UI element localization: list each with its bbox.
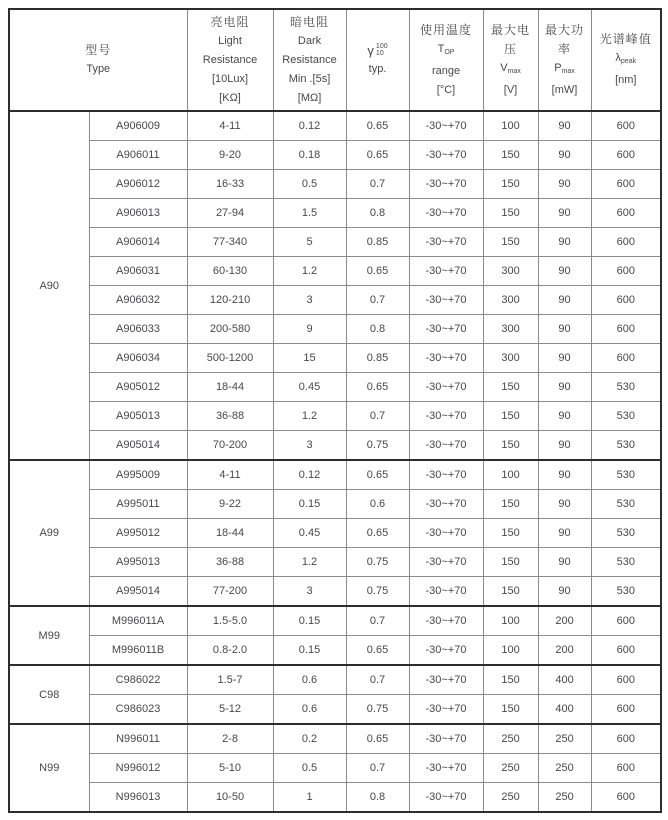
family-cell: A99 [9,460,89,606]
temperature-symbol: TOP [437,42,455,56]
cell-temperature: -30~+70 [409,315,483,344]
cell-max-voltage: 150 [483,519,538,548]
cell-spectral-peak: 530 [591,373,661,402]
cell-max-voltage: 300 [483,286,538,315]
cell-max-power: 90 [538,141,591,170]
cell-spectral-peak: 530 [591,460,661,490]
cell-gamma: 0.8 [346,199,409,228]
table-row [9,315,661,344]
cell-dark-resistance: 0.12 [273,111,346,141]
column-header-max-voltage [483,9,538,111]
cell-light-resistance: 1.5-7 [187,665,273,695]
cell-temperature: -30~+70 [409,490,483,519]
cell-light-resistance: 0.8-2.0 [187,636,273,666]
max-voltage-unit: [V] [503,83,518,96]
cell-dark-resistance: 0.5 [273,170,346,199]
column-header-light-resistance [187,9,273,111]
cell-gamma: 0.7 [346,286,409,315]
column-header-gamma [346,9,409,111]
cell-light-resistance: 2-8 [187,724,273,754]
max-power-unit: [mW] [551,83,578,96]
cell-temperature: -30~+70 [409,170,483,199]
cell-max-power: 200 [538,636,591,666]
cell-light-resistance: 18-44 [187,373,273,402]
cell-dark-resistance: 0.6 [273,665,346,695]
table-row [9,519,661,548]
cell-model: A905012 [89,373,187,402]
cell-max-power: 90 [538,344,591,373]
table-row [9,577,661,607]
cell-gamma: 0.7 [346,754,409,783]
cell-temperature: -30~+70 [409,695,483,725]
cell-model: M996011A [89,606,187,636]
cell-max-voltage: 250 [483,724,538,754]
cell-spectral-peak: 600 [591,695,661,725]
cell-model: N996011 [89,724,187,754]
cell-temperature: -30~+70 [409,754,483,783]
cell-gamma: 0.85 [346,228,409,257]
cell-max-power: 90 [538,170,591,199]
cell-light-resistance: 36-88 [187,548,273,577]
cell-gamma: 0.7 [346,170,409,199]
cell-temperature: -30~+70 [409,141,483,170]
cell-gamma: 0.7 [346,606,409,636]
cell-max-power: 90 [538,490,591,519]
cell-temperature: -30~+70 [409,636,483,666]
cell-spectral-peak: 600 [591,315,661,344]
cell-light-resistance: 9-20 [187,141,273,170]
cell-model: A905014 [89,431,187,461]
cell-model: N996013 [89,783,187,813]
cell-max-power: 90 [538,199,591,228]
cell-spectral-peak: 530 [591,519,661,548]
cell-temperature: -30~+70 [409,373,483,402]
spectral-peak-symbol: λpeak [615,52,637,65]
cell-gamma: 0.75 [346,431,409,461]
cell-temperature: -30~+70 [409,665,483,695]
cell-max-voltage: 150 [483,228,538,257]
cell-dark-resistance: 0.45 [273,519,346,548]
table-row [9,199,661,228]
table-row [9,695,661,725]
cell-max-voltage: 300 [483,344,538,373]
column-header-spectral-peak [591,9,661,111]
cell-gamma: 0.65 [346,460,409,490]
cell-gamma: 0.85 [346,344,409,373]
cell-gamma: 0.65 [346,519,409,548]
cell-light-resistance: 77-200 [187,577,273,607]
table-row [9,665,661,695]
cell-max-voltage: 150 [483,490,538,519]
cell-spectral-peak: 600 [591,111,661,141]
cell-model: A906034 [89,344,187,373]
cell-light-resistance: 9-22 [187,490,273,519]
cell-model: A906011 [89,141,187,170]
table-row [9,344,661,373]
cell-light-resistance: 5-12 [187,695,273,725]
cell-dark-resistance: 9 [273,315,346,344]
cell-max-voltage: 250 [483,783,538,813]
cell-model: A906033 [89,315,187,344]
cell-dark-resistance: 0.45 [273,373,346,402]
column-header-operating-temperature [409,9,483,111]
cell-gamma: 0.65 [346,724,409,754]
cell-max-voltage: 300 [483,257,538,286]
table-row [9,460,661,490]
cell-max-voltage: 150 [483,373,538,402]
table-row [9,402,661,431]
cell-temperature: -30~+70 [409,199,483,228]
cell-dark-resistance: 3 [273,577,346,607]
cell-spectral-peak: 530 [591,490,661,519]
cell-max-voltage: 100 [483,111,538,141]
cell-dark-resistance: 3 [273,431,346,461]
cell-max-voltage: 250 [483,754,538,783]
cell-spectral-peak: 530 [591,577,661,607]
cell-max-voltage: 100 [483,636,538,666]
table-row [9,754,661,783]
cell-max-power: 90 [538,519,591,548]
cell-model: M996011B [89,636,187,666]
cell-temperature: -30~+70 [409,724,483,754]
cell-max-power: 90 [538,373,591,402]
cell-max-voltage: 150 [483,402,538,431]
cell-temperature: -30~+70 [409,402,483,431]
spectral-peak-label-cn: 光谱峰值 [599,32,652,46]
table-row [9,431,661,461]
cell-gamma: 0.7 [346,402,409,431]
cell-max-voltage: 150 [483,665,538,695]
table-row [9,111,661,141]
cell-dark-resistance: 5 [273,228,346,257]
cell-dark-resistance: 0.15 [273,490,346,519]
cell-max-power: 90 [538,257,591,286]
cell-model: A906013 [89,199,187,228]
table-row [9,170,661,199]
cell-light-resistance: 60-130 [187,257,273,286]
cell-max-voltage: 150 [483,548,538,577]
cell-model: A995011 [89,490,187,519]
cell-model: A906032 [89,286,187,315]
cell-temperature: -30~+70 [409,228,483,257]
gamma-typ-label: typ. [368,63,387,76]
cell-max-power: 90 [538,460,591,490]
column-header-max-power [538,9,591,111]
cell-max-power: 90 [538,577,591,607]
cell-spectral-peak: 600 [591,228,661,257]
cell-model: A906014 [89,228,187,257]
table-row [9,228,661,257]
cell-max-voltage: 150 [483,170,538,199]
cell-dark-resistance: 0.15 [273,606,346,636]
cell-model: N996012 [89,754,187,783]
cell-temperature: -30~+70 [409,460,483,490]
cell-max-voltage: 150 [483,199,538,228]
table-row [9,141,661,170]
dark-resistance-label-cn: 暗电阻 [290,14,330,29]
cell-gamma: 0.8 [346,315,409,344]
cell-light-resistance: 5-10 [187,754,273,783]
cell-spectral-peak: 600 [591,344,661,373]
max-voltage-symbol: Vmax [500,61,521,75]
table-row [9,724,661,754]
cell-dark-resistance: 3 [273,286,346,315]
cell-dark-resistance: 1.2 [273,257,346,286]
cell-dark-resistance: 15 [273,344,346,373]
light-resistance-unit: [KΩ] [219,91,241,104]
cell-spectral-peak: 600 [591,754,661,783]
family-cell: A90 [9,111,89,460]
cell-spectral-peak: 600 [591,783,661,813]
cell-spectral-peak: 600 [591,170,661,199]
cell-light-resistance: 4-11 [187,460,273,490]
cell-gamma: 0.65 [346,141,409,170]
cell-spectral-peak: 530 [591,548,661,577]
cell-gamma: 0.6 [346,490,409,519]
dark-resistance-unit: [MΩ] [297,91,322,104]
cell-model: A995009 [89,460,187,490]
cell-spectral-peak: 600 [591,141,661,170]
header-row [9,9,661,111]
cell-temperature: -30~+70 [409,286,483,315]
cell-max-power: 200 [538,606,591,636]
cell-spectral-peak: 600 [591,286,661,315]
temperature-unit: [°C] [436,83,456,96]
cell-max-power: 90 [538,402,591,431]
light-resistance-condition: [10Lux] [211,72,249,85]
table-row [9,490,661,519]
cell-model: A995013 [89,548,187,577]
cell-spectral-peak: 600 [591,636,661,666]
type-label-cn: 型号 [85,43,112,57]
cell-dark-resistance: 1.5 [273,199,346,228]
cell-dark-resistance: 1.2 [273,402,346,431]
type-label-en: Type [86,63,111,75]
cell-model: C986023 [89,695,187,725]
cell-gamma: 0.65 [346,111,409,141]
temperature-label-cn: 使用温度 [420,22,473,37]
cell-gamma: 0.75 [346,577,409,607]
cell-spectral-peak: 600 [591,665,661,695]
cell-max-voltage: 150 [483,577,538,607]
max-voltage-label-cn1: 最大电 [491,22,531,37]
cell-dark-resistance: 0.2 [273,724,346,754]
cell-dark-resistance: 0.12 [273,460,346,490]
max-voltage-label-cn2: 压 [504,41,518,56]
cell-gamma: 0.75 [346,695,409,725]
cell-temperature: -30~+70 [409,606,483,636]
cell-gamma: 0.65 [346,257,409,286]
cell-max-power: 90 [538,228,591,257]
column-header-type [9,9,187,111]
cell-max-power: 250 [538,724,591,754]
cell-temperature: -30~+70 [409,548,483,577]
family-cell: M99 [9,606,89,665]
cell-model: A906031 [89,257,187,286]
cell-dark-resistance: 0.18 [273,141,346,170]
cell-gamma: 0.8 [346,783,409,813]
cell-max-power: 90 [538,315,591,344]
cell-dark-resistance: 1.2 [273,548,346,577]
cell-temperature: -30~+70 [409,519,483,548]
cell-light-resistance: 4-11 [187,111,273,141]
cell-max-voltage: 150 [483,141,538,170]
table-row [9,548,661,577]
cell-gamma: 0.65 [346,373,409,402]
cell-dark-resistance: 0.6 [273,695,346,725]
cell-light-resistance: 77-340 [187,228,273,257]
dark-resistance-condition: Min .[5s] [288,72,331,85]
cell-max-voltage: 300 [483,315,538,344]
cell-max-voltage: 150 [483,431,538,461]
cell-model: A906012 [89,170,187,199]
cell-temperature: -30~+70 [409,783,483,813]
max-power-label-cn2: 率 [558,41,572,56]
table-row [9,257,661,286]
cell-max-power: 90 [538,286,591,315]
gamma-symbol: γ 100 10 [367,42,388,58]
cell-model: A906009 [89,111,187,141]
cell-gamma: 0.7 [346,665,409,695]
cell-spectral-peak: 530 [591,431,661,461]
dark-resistance-label-en2: Resistance [282,53,337,66]
max-power-label-cn1: 最大功 [545,22,585,37]
dark-resistance-label-en1: Dark [297,34,322,47]
cell-spectral-peak: 600 [591,257,661,286]
cell-max-voltage: 100 [483,460,538,490]
light-resistance-label-en2: Resistance [202,53,258,66]
cell-light-resistance: 10-50 [187,783,273,813]
cell-max-voltage: 150 [483,695,538,725]
cell-light-resistance: 120-210 [187,286,273,315]
cell-spectral-peak: 600 [591,724,661,754]
cell-temperature: -30~+70 [409,577,483,607]
cell-spectral-peak: 600 [591,606,661,636]
cell-dark-resistance: 1 [273,783,346,813]
cell-light-resistance: 27-94 [187,199,273,228]
family-cell: N99 [9,724,89,812]
cell-temperature: -30~+70 [409,111,483,141]
max-power-symbol: Pmax [554,61,575,75]
light-resistance-label-cn: 亮电阻 [210,14,250,29]
cell-max-power: 250 [538,754,591,783]
table-row [9,373,661,402]
cell-light-resistance: 1.5-5.0 [187,606,273,636]
cell-light-resistance: 36-88 [187,402,273,431]
cell-gamma: 0.75 [346,548,409,577]
cell-temperature: -30~+70 [409,257,483,286]
column-header-dark-resistance [273,9,346,111]
cell-max-power: 400 [538,665,591,695]
cell-model: A905013 [89,402,187,431]
cell-light-resistance: 200-580 [187,315,273,344]
table-row [9,606,661,636]
cell-max-power: 90 [538,431,591,461]
cell-max-voltage: 100 [483,606,538,636]
table-row [9,783,661,813]
cell-max-power: 90 [538,548,591,577]
cell-temperature: -30~+70 [409,344,483,373]
cell-max-power: 400 [538,695,591,725]
family-cell: C98 [9,665,89,724]
cell-model: C986022 [89,665,187,695]
cell-max-power: 90 [538,111,591,141]
cell-model: A995014 [89,577,187,607]
cell-spectral-peak: 600 [591,199,661,228]
cell-light-resistance: 70-200 [187,431,273,461]
cell-light-resistance: 18-44 [187,519,273,548]
table-row [9,286,661,315]
cell-max-power: 250 [538,783,591,813]
photoresistor-spec-table [8,8,662,813]
cell-light-resistance: 16-33 [187,170,273,199]
cell-spectral-peak: 530 [591,402,661,431]
cell-dark-resistance: 0.5 [273,754,346,783]
cell-dark-resistance: 0.15 [273,636,346,666]
cell-light-resistance: 500-1200 [187,344,273,373]
temperature-range-label: range [431,64,461,77]
cell-model: A995012 [89,519,187,548]
table-row [9,636,661,666]
cell-gamma: 0.65 [346,636,409,666]
light-resistance-label-en1: Light [218,34,242,47]
spectral-peak-unit: [nm] [615,74,637,86]
cell-temperature: -30~+70 [409,431,483,461]
